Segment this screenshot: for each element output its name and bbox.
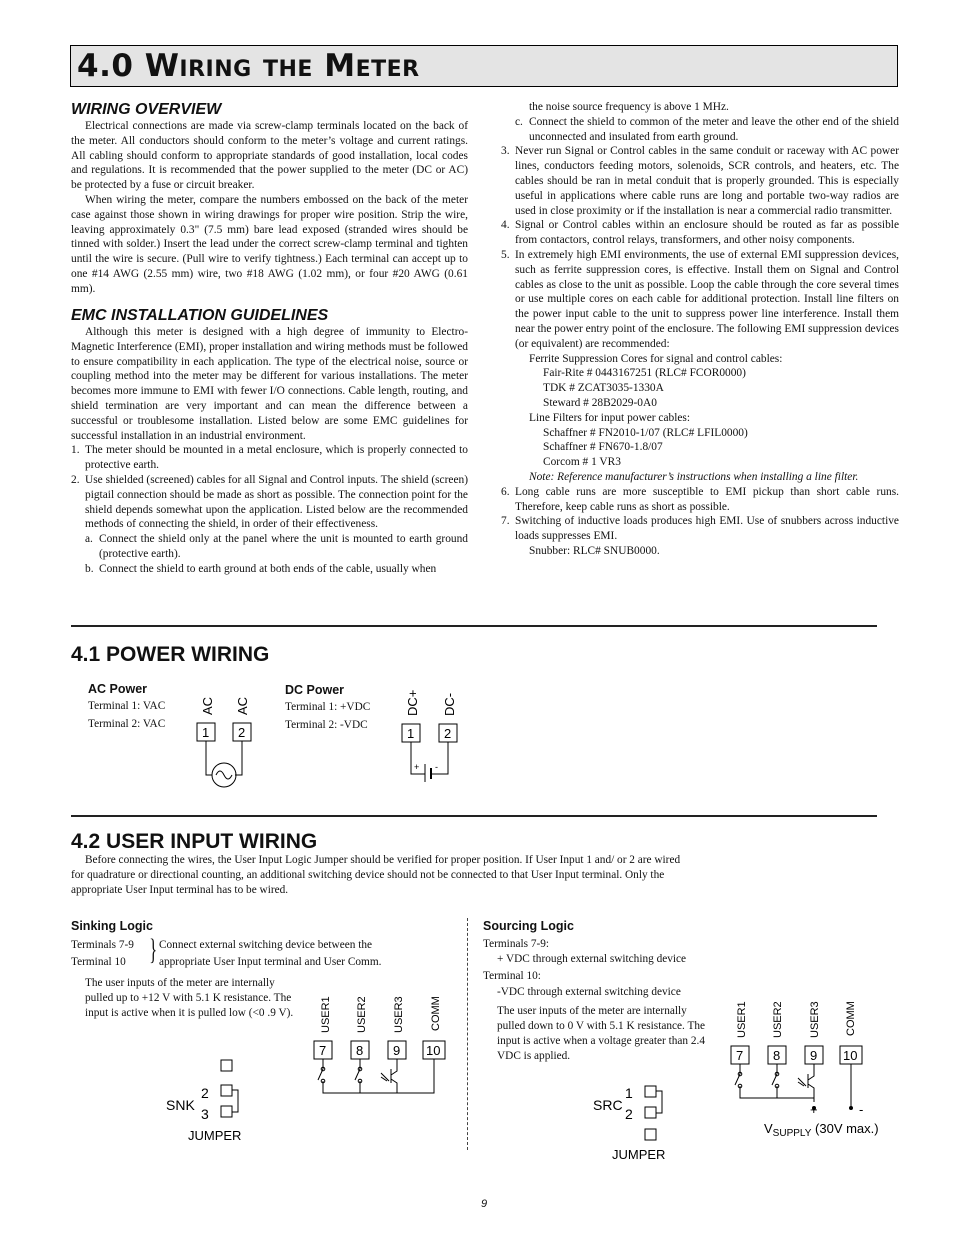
snk-label: SNK — [166, 1097, 195, 1113]
terminal-7: 7 — [736, 1048, 744, 1063]
list-item: 1. The meter should be mounted in a metal enclosure, which is properly connected to protective earth. — [71, 444, 468, 472]
snk-pin-2: 2 — [201, 1085, 209, 1101]
ac-power-title: AC Power — [88, 682, 148, 696]
plus-sign: + — [414, 762, 420, 772]
emc-heading: EMC INSTALLATION GUIDELINES — [71, 307, 329, 324]
snk-jumper-label: JUMPER — [188, 1128, 242, 1143]
terminal-8: 8 — [773, 1048, 781, 1063]
list-item: a. Connect the shield only at the panel where the unit is mounted to earth ground (protective earth). — [85, 533, 468, 560]
user2-label: USER2 — [356, 996, 368, 1033]
wiring-overview-heading: WIRING OVERVIEW — [71, 101, 222, 118]
src-jumper-diagram — [590, 1083, 680, 1168]
user1-label: USER1 — [320, 996, 332, 1033]
brace: } — [149, 933, 158, 966]
terminal-8: 8 — [356, 1043, 364, 1058]
sinking-terminal-diagram — [305, 985, 450, 1100]
snubber: Snubber: RLC# SNUB0000. — [529, 544, 660, 557]
sinking-connect-line1: Connect external switching device between the — [159, 939, 372, 951]
emc-p1: Although this meter is designed with a high degree of immunity to Electro-Magnetic Interference (EMI), proper installation and wiring methods must be followed to ensure compatibility in each application. The type of the electrical noise, source or coupling method into the meter may be different for various installations. The meter becomes more immune to EMI with fewer I/O connections. Cable length, routing, and shield termination are very important and can mean the difference between a successful or troublesome installation. Listed below are some EMC guidelines for successful installation in an industrial environment. — [71, 326, 468, 442]
ferrite-item: Steward # 28B2029-0A0 — [543, 396, 657, 409]
wiring-overview-body — [71, 119, 468, 297]
ferrite-heading: Ferrite Suppression Cores for signal and control cables: — [529, 352, 783, 365]
vsupply-plus: + — [810, 1102, 818, 1117]
terminal-9: 9 — [810, 1048, 818, 1063]
filter-note: Note: Reference manufacturer’s instructions when installing a line filter. — [529, 470, 859, 483]
terminal-10: 10 — [843, 1048, 858, 1063]
comm-label: COMM — [430, 996, 442, 1031]
column-divider — [467, 918, 468, 1150]
list-item: b. Connect the shield to earth ground at both ends of the cable, usually when — [85, 562, 437, 575]
ferrite-item: Fair-Rite # 0443167251 (RLC# FCOR0000) — [543, 367, 746, 380]
sinking-terminals-7-9: Terminals 7-9 — [71, 939, 134, 951]
sourcing-terminals-7-9: Terminals 7-9: — [483, 938, 550, 950]
filter-item: Corcom # 1 VR3 — [543, 456, 621, 469]
dc-terminal-2: Terminal 2: -VDC — [285, 719, 368, 731]
terminal-1: 1 — [202, 725, 210, 740]
ac-label-2: AC — [235, 696, 250, 715]
page-title: 4.0 Wiring the Meter — [77, 48, 420, 84]
wiring-overview-p1: Electrical connections are made via screw-clamp terminals located on the back of the meter. All conductors should conform to the meter’s voltage and current ratings. All cabling should conform to appropriate standards of good installation, local codes and regulations. It is recommended that the power supplied to the meter (DC or AC) be protected by a fuse or circuit breaker. — [71, 120, 468, 192]
list-item: 5. In extremely high EMI environments, the use of external EMI suppression devices, such as ferrite suppression cores, is effective. Install them on Signal and Control cables as close to the unit as possible. Loop the cable through the core several times or use multiple cores on each cable for additional protection. Install line filters on the power input cable to the unit to suppress power line interference. Install them near the power entry point of the enclosure. The following EMI suppression devices (or equivalent) are recommended: — [501, 248, 899, 350]
ac-wiring-diagram — [190, 685, 270, 795]
terminal-2: 2 — [444, 726, 452, 741]
vsupply-label: $V_{SUPPLY}$ (30V max.) — [764, 1121, 879, 1139]
list-item: c. Connect the shield to common of the meter and leave the other end of the shield unconnected and insulated from earth ground. — [515, 115, 899, 143]
title-bar — [70, 45, 898, 87]
terminal-7: 7 — [319, 1043, 327, 1058]
ferrite-item: TDK # ZCAT3035-1330A — [543, 382, 664, 395]
dc-terminal-1: Terminal 1: +VDC — [285, 701, 371, 713]
list-item: 6. Long cable runs are more susceptible to EMI pickup than short cable runs. Therefore, keep cable runs as short as possible. — [501, 485, 899, 513]
snk-pin-3: 3 — [201, 1106, 209, 1122]
ac-terminal-1: Terminal 1: VAC — [88, 700, 166, 712]
sinking-description: The user inputs of the meter are internally pulled up to +12 V with 5.1 K resistance. The input is active when it is pulled low (<0 .9 V). — [85, 977, 294, 1019]
terminal-2: 2 — [238, 725, 246, 740]
filter-heading: Line Filters for input power cables: — [529, 411, 691, 424]
vsupply-minus: - — [859, 1102, 864, 1117]
dc-label-1: DC+ — [405, 689, 420, 716]
list-item: 7. Switching of inductive loads produces high EMI. Use of snubbers across inductive loads suppresses EMI. — [501, 515, 899, 543]
list-item: 2. Use shielded (screened) cables for all Signal and Control inputs. The shield (screen) pigtail connection should be made as short as possible. The connection point for the shield depends somewhat upon the application. Listed below are the recommended methods of connecting the shield, in order of their effectiveness. — [71, 473, 468, 531]
sourcing-terminals-7-9-desc: + VDC through external switching device — [497, 953, 687, 965]
sourcing-terminal-diagram — [720, 990, 905, 1140]
section-divider — [71, 815, 877, 817]
emc-body-right — [501, 100, 899, 559]
filter-item: Schaffner # FN670-1.8/07 — [543, 441, 663, 454]
wiring-overview-p2: When wiring the meter, compare the numbers embossed on the back of the meter case against those shown in wiring drawings for proper wire position. Strip the wire, leaving approximately 0.3" (7.5 mm) bare lead exposed (stranded wires should be tinned with solder.) Insert the lead under the correct screw-clamp terminal and tighten until the wire is secure. (Pull wire to verify tightness.) Each terminal can accept up to one #14 AWG (2.55 mm) wire, two #18 AWG (1.02 mm), or four #20 AWG (0.61 mm). — [71, 193, 468, 295]
src-jumper-label: JUMPER — [612, 1147, 666, 1162]
sinking-connect-line2: appropriate User Input terminal and User Comm. — [159, 956, 382, 968]
src-label: SRC — [593, 1097, 623, 1113]
user-input-heading: 4.2 USER INPUT WIRING — [71, 830, 318, 853]
ac-label-1: AC — [200, 696, 215, 715]
list-item-cont: the noise source frequency is above 1 MHz. — [529, 101, 729, 113]
filter-item: Schaffner # FN2010-1/07 (RLC# LFIL0000) — [543, 426, 748, 439]
src-pin-2: 2 — [625, 1106, 633, 1122]
section-divider — [71, 625, 877, 627]
page-number: 9 — [481, 1198, 488, 1210]
ac-terminal-2: Terminal 2: VAC — [88, 718, 166, 730]
dc-wiring-diagram — [395, 682, 475, 782]
minus-sign: - — [435, 762, 438, 772]
user3-label: USER3 — [393, 996, 405, 1033]
user2-label: USER2 — [772, 1001, 784, 1038]
terminal-10: 10 — [426, 1043, 441, 1058]
sourcing-terminal-10: Terminal 10: — [483, 970, 541, 982]
sourcing-logic-title: Sourcing Logic — [483, 919, 574, 933]
sourcing-terminal-10-desc: -VDC through external switching device — [497, 986, 681, 998]
comm-label: COMM — [845, 1001, 857, 1036]
dc-power-title: DC Power — [285, 683, 345, 697]
src-pin-1: 1 — [625, 1085, 633, 1101]
dc-label-2: DC- — [442, 692, 457, 716]
terminal-9: 9 — [393, 1043, 401, 1058]
user-input-intro: Before connecting the wires, the User Input Logic Jumper should be verified for proper position. If User Input 1 and/ or 2 are wired for quadrature or directional counting, an additional switching device should not be connected to that User Input terminal. Only the appropriate User Input terminal has to be wired. — [71, 854, 681, 896]
sinking-terminal-10: Terminal 10 — [71, 956, 126, 968]
user3-label: USER3 — [809, 1001, 821, 1038]
list-item: 3. Never run Signal or Control cables in the same conduit or raceway with AC power lines, conductors feeding motors, solenoids, SCR controls, and heaters, etc. The cables should be ran in metal conduit that is properly grounded. This is especially useful in applications where cable runs are long and portable two-way radios are used in close proximity or if the installation is near a commercial radio transmitter. — [501, 145, 899, 217]
emc-body-left — [71, 325, 468, 577]
user1-label: USER1 — [736, 1001, 748, 1038]
terminal-1: 1 — [407, 726, 415, 741]
list-item: 4. Signal or Control cables within an enclosure should be routed as far as possible from contactors, control relays, transformers, and other noisy components. — [501, 219, 899, 247]
snk-jumper-diagram — [160, 1058, 250, 1148]
sinking-logic-title: Sinking Logic — [71, 919, 153, 933]
sourcing-description: The user inputs of the meter are internally pulled down to 0 V with 5.1 K resistance. The input is active when a voltage greater than 2.4 VDC is applied. — [497, 1005, 706, 1062]
power-wiring-heading: 4.1 POWER WIRING — [71, 643, 270, 666]
